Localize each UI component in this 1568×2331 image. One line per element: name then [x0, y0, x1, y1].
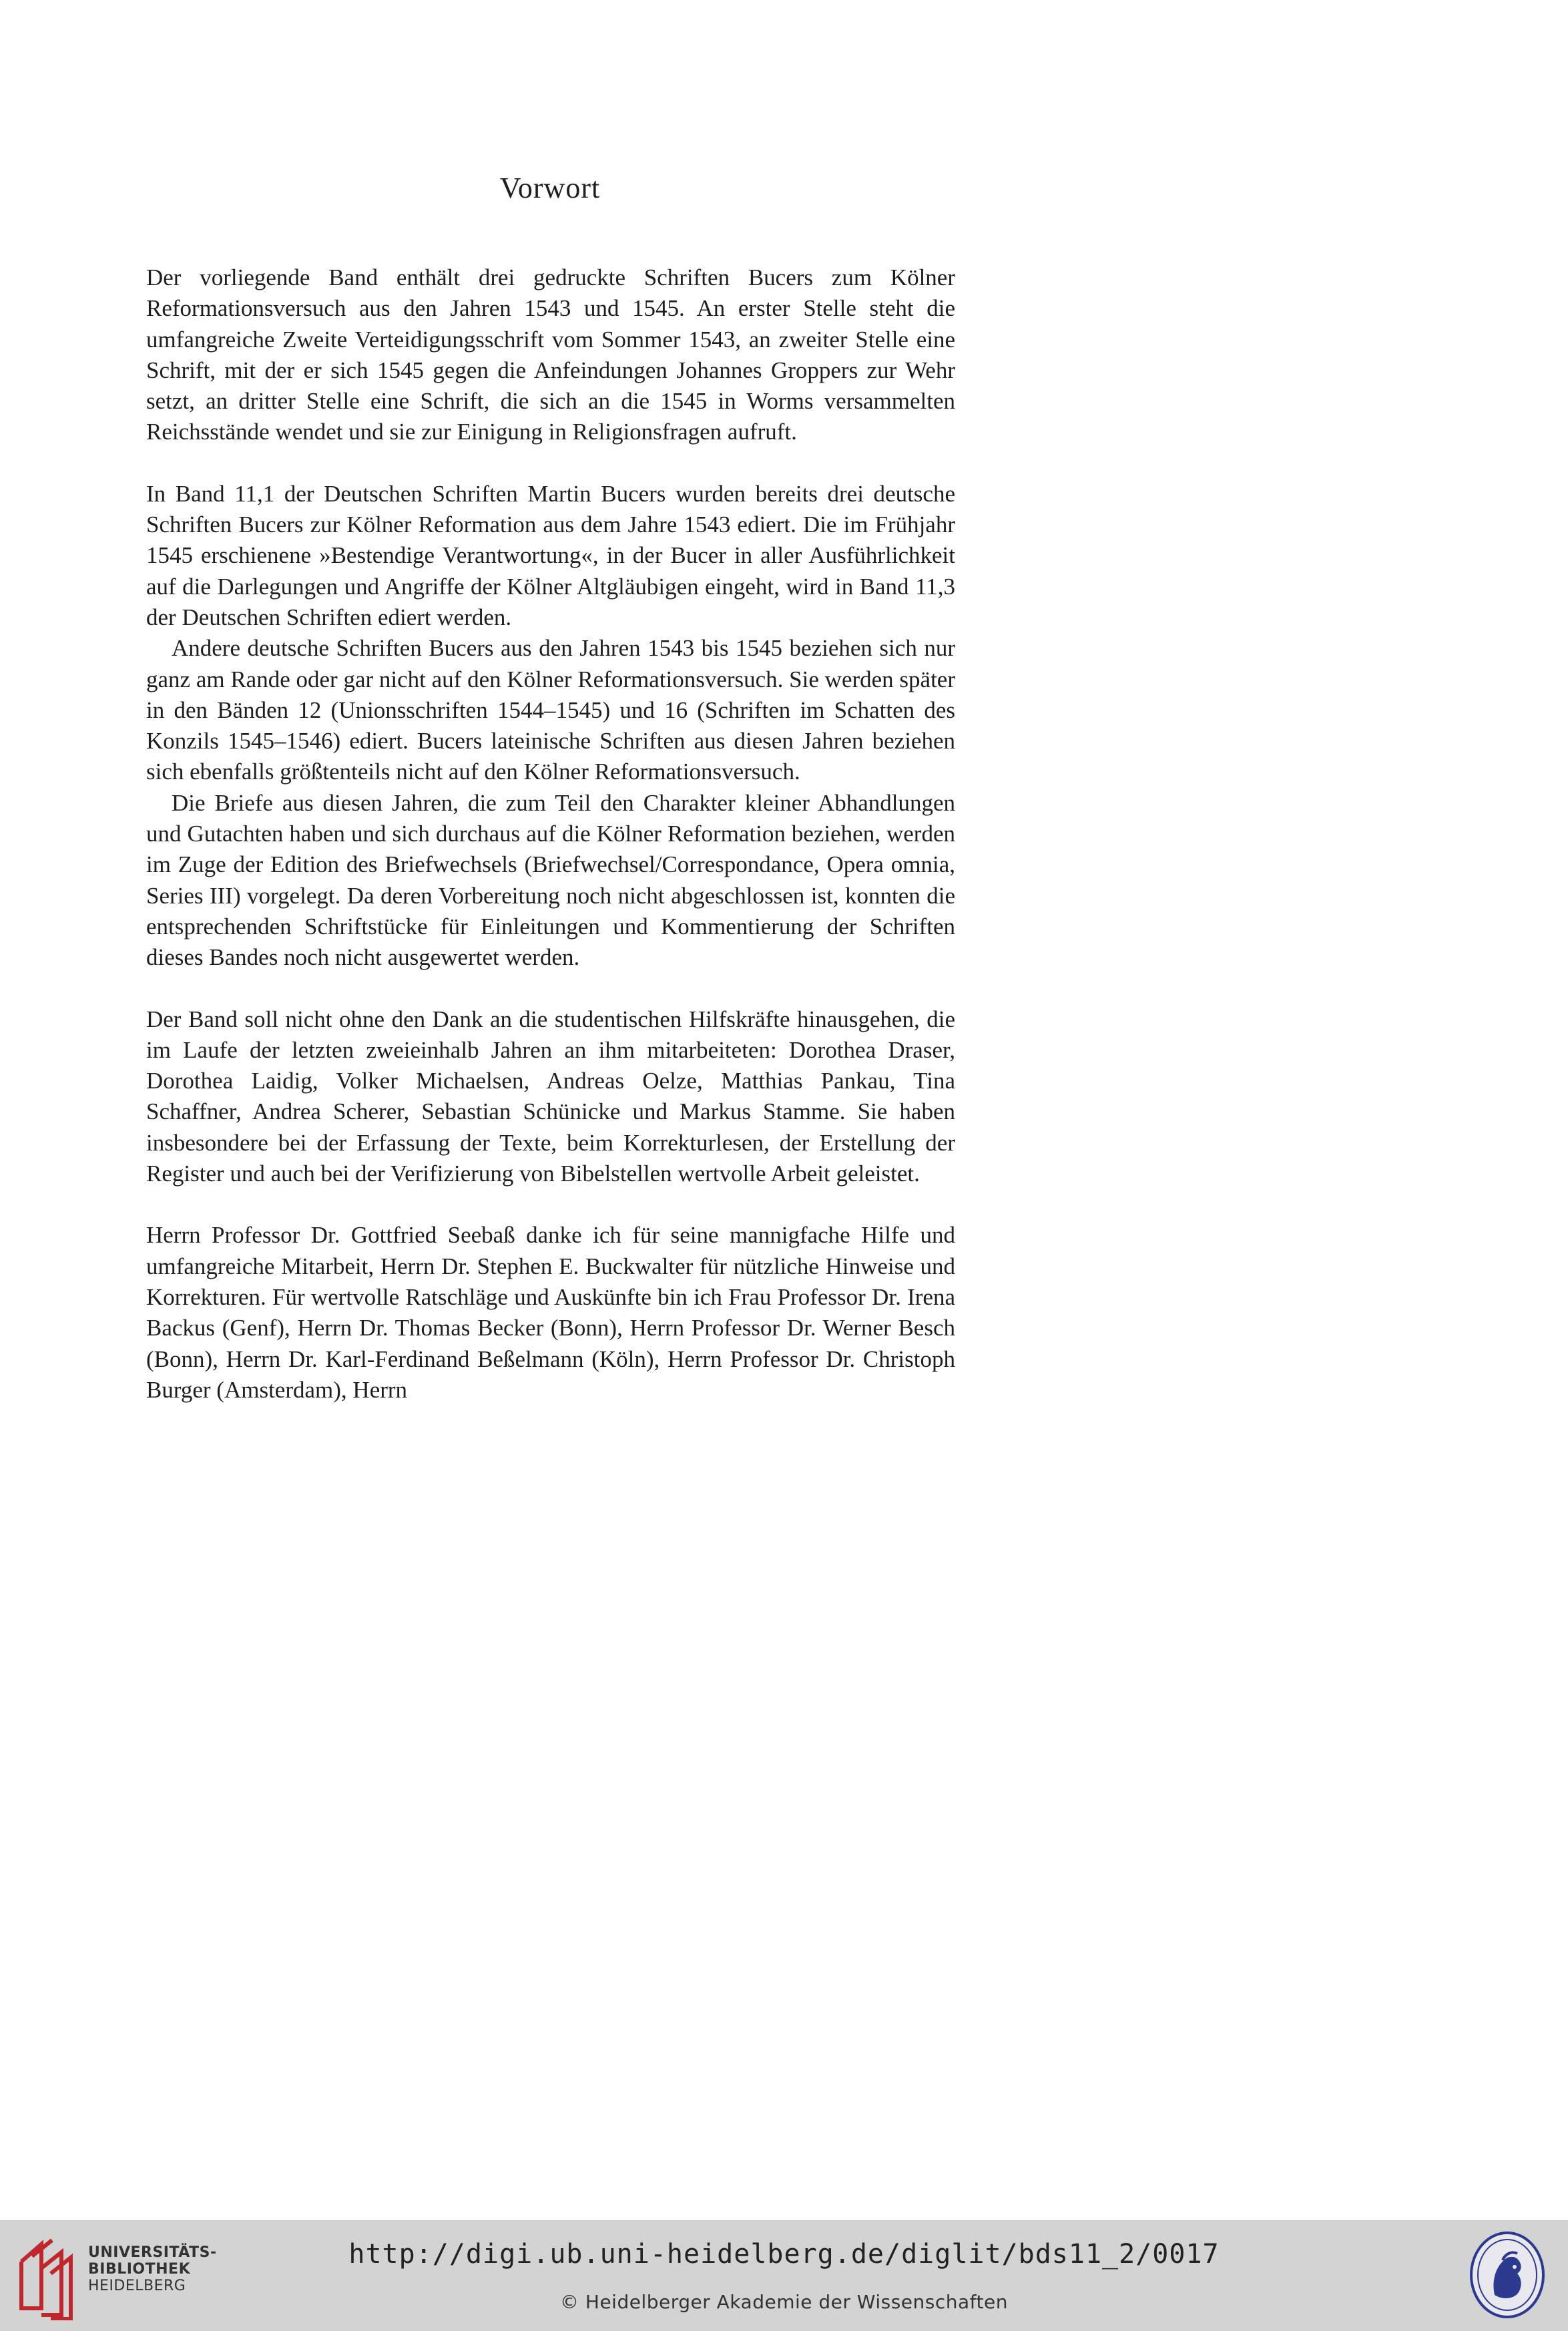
paragraph-4: Die Briefe aus diesen Jahren, die zum Teil den Charakter kleiner Abhandlungen und Gutachten haben und sich durchaus auf die Kölner Reformation beziehen, werden im Zuge der Edition des Briefwechsels (Briefwechsel/Correspondance, Opera omnia, Series III) vorgelegt. Da deren Vorbereitung noch nicht abgeschlossen ist, konnten die entsprechenden Schriftstücke für Einleitungen und Kommentierung der Schriften dieses Bandes noch nicht ausgewertet werden. — [146, 789, 955, 971]
library-name-line1: UNIVERSITÄTS- — [88, 2244, 217, 2261]
page-title: Vorwort — [499, 172, 601, 204]
paragraph-3: Andere deutsche Schriften Bucers aus den Jahren 1543 bis 1545 beziehen sich nur ganz am Rande oder gar nicht auf den Kölner Reformationsversuch. Sie werden später in den Bänden 12 (Unionsschriften 1544–1545) und 16 (Schriften im Schatten des Konzils 1545–1546) ediert. Bucers lateinische Schriften aus diesen Jahren beziehen sich ebenfalls größtenteils nicht auf den Kölner Reformationsversuch. — [146, 635, 955, 785]
paragraph-5: Der Band soll nicht ohne den Dank an die studentischen Hilfskräfte hinausgehen, die im Laufe der letzten zweieinhalb Jahren an ihm mitarbeiteten: Dorothea Draser, Dorothea Laidig, Volker Michaelsen, Andreas Oelze, Matthias Pankau, Tina Schaffner, Andrea Scherer, Sebastian Schünicke und Markus Stamme. Sie haben insbesondere bei der Erfassung der Texte, beim Korrekturlesen, der Erstellung der Register und auch bei der Verifizierung von Bibelstellen wertvolle Arbeit geleistet. — [146, 1006, 955, 1187]
library-name-line2: BIBLIOTHEK — [88, 2261, 191, 2278]
academy-seal-icon[interactable] — [1468, 2230, 1547, 2320]
footer-bar — [0, 2220, 1568, 2331]
body-text — [146, 262, 955, 1406]
paragraph-1: Der vorliegende Band enthält drei gedruckte Schriften Bucers zum Kölner Reformationsversuch aus den Jahren 1543 und 1545. An erster Stelle steht die umfangreiche Zweite Verteidigungsschrift vom Sommer 1543, an zweiter Stelle eine Schrift, mit der er sich 1545 gegen die Anfeindungen Johannes Groppers zur Wehr setzt, an dritter Stelle eine Schrift, die sich an die 1545 in Worms versammelten Reichsstände wendet und sie zur Einigung in Religionsfragen aufruft. — [146, 264, 955, 445]
source-url-link[interactable]: http://digi.ub.uni-heidelberg.de/diglit/bds11_2/0017 — [348, 2239, 1220, 2270]
paragraph-6: Herrn Professor Dr. Gottfried Seebaß danke ich für seine mannigfache Hilfe und umfangreiche Mitarbeit, Herrn Dr. Stephen E. Buckwalter für nützliche Hinweise und Korrekturen. Für wertvolle Ratschläge und Auskünfte bin ich Frau Professor Dr. Irena Backus (Genf), Herrn Dr. Thomas Becker (Bonn), Herrn Professor Dr. Werner Besch (Bonn), Herrn Dr. Karl-Ferdinand Beßelmann (Köln), Herrn Professor Dr. Christoph Burger (Amsterdam), Herrn — [146, 1222, 955, 1403]
paragraph-2: In Band 11,1 der Deutschen Schriften Martin Bucers wurden bereits drei deutsche Schriften Bucers zur Kölner Reformation aus dem Jahre 1543 ediert. Die im Frühjahr 1545 erschienene »Bestendige Verantwortung«, in der Bucer in aller Ausführlichkeit auf die Darlegungen und Angriffe der Kölner Altgläubigen eingeht, wird in Band 11,3 der Deutschen Schriften ediert werden. — [146, 480, 955, 630]
library-name-line3: HEIDELBERG — [88, 2278, 186, 2294]
copyright-notice: © Heidelberger Akademie der Wissenschaften — [559, 2291, 1008, 2313]
